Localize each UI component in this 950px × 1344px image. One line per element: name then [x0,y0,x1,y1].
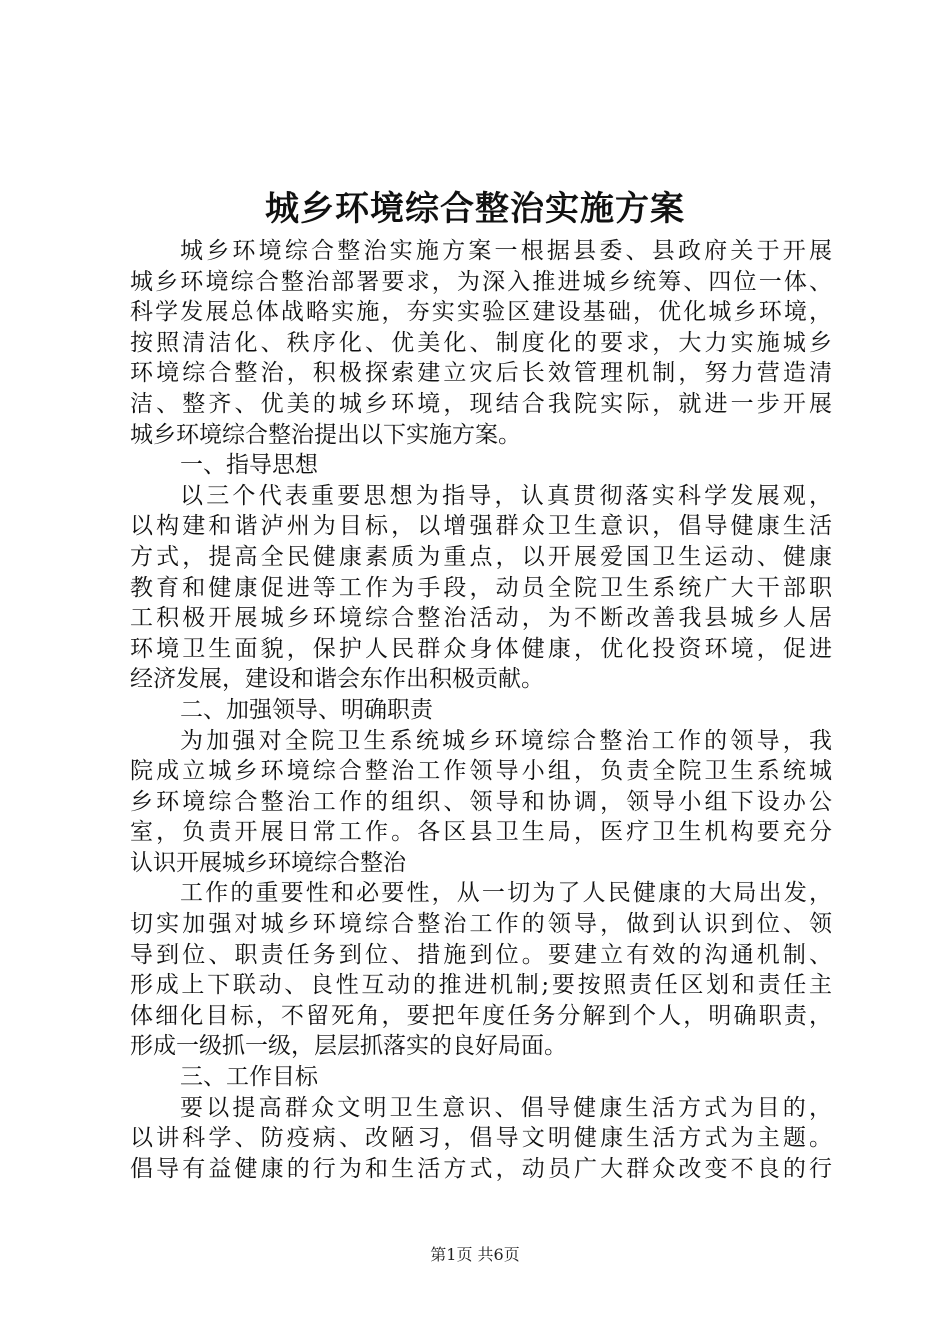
text-line: 工积极开展城乡环境综合整治活动，为不断改善我县城乡人居 [130,605,832,632]
text-line: 室，负责开展日常工作。各区县卫生局，医疗卫生机构要充分 [130,819,832,846]
text-line: 形成上下联动、良性互动的推进机制;要按照责任区划和责任主 [130,972,832,999]
text-line: 三、工作目标 [180,1064,318,1091]
text-line: 按照清洁化、秩序化、优美化、制度化的要求，大力实施城乡 [130,329,832,356]
text-line: 体细化目标，不留死角，要把年度任务分解到个人，明确职责， [130,1002,832,1029]
text-line: 城乡环境综合整治实施方案一根据县委、县政府关于开展 [180,238,832,264]
page-footer: 第1页 共6页 [430,1245,520,1264]
text-line: 倡导有益健康的行为和生活方式，动员广大群众改变不良的行 [130,1155,832,1182]
text-line: 科学发展总体战略实施，夯实实验区建设基础，优化城乡环境， [130,299,832,326]
text-line: 洁、整齐、优美的城乡环境，现结合我院实际，就进一步开展 [130,390,832,417]
text-line: 以讲科学、防疫病、改陋习，倡导文明健康生活方式为主题。 [130,1125,832,1152]
text-line: 经济发展，建设和谐会东作出积极贡献。 [130,666,544,693]
document-body [130,236,832,1184]
text-line: 工作的重要性和必要性，从一切为了人民健康的大局出发， [180,880,832,907]
text-line: 方式，提高全民健康素质为重点，以开展爱国卫生运动、健康 [130,543,832,570]
text-line: 认识开展城乡环境综合整治 [130,849,406,876]
text-line: 环境卫生面貌，保护人民群众身体健康，优化投资环境，促进 [130,635,832,662]
text-line: 城乡环境综合整治部署要求，为深入推进城乡统筹、四位一体、 [130,268,832,295]
text-line: 导到位、职责任务到位、措施到位。要建立有效的沟通机制、 [130,941,832,968]
text-line: 院成立城乡环境综合整治工作领导小组，负责全院卫生系统城 [130,758,832,785]
text-line: 以三个代表重要思想为指导，认真贯彻落实科学发展观， [180,482,832,509]
text-line: 二、加强领导、明确职责 [180,696,433,723]
text-line: 以构建和谐泸州为目标，以增强群众卫生意识，倡导健康生活 [130,513,832,540]
text-line: 形成一级抓一级，层层抓落实的良好局面。 [130,1033,567,1060]
text-line: 乡环境综合整治工作的组织、领导和协调，领导小组下设办公 [130,788,832,815]
text-line: 要以提高群众文明卫生意识、倡导健康生活方式为目的， [180,1094,832,1121]
text-line: 切实加强对城乡环境综合整治工作的领导，做到认识到位、领 [130,911,832,938]
text-line: 城乡环境综合整治提出以下实施方案。 [130,421,521,448]
text-line: 一、指导思想 [180,452,318,479]
text-line: 环境综合整治，积极探索建立灾后长效管理机制，努力营造清 [130,360,832,387]
text-line: 为加强对全院卫生系统城乡环境综合整治工作的领导，我 [180,727,832,754]
text-line: 教育和健康促进等工作为手段，动员全院卫生系统广大干部职 [130,574,832,601]
page-title: 城乡环境综合整治实施方案 [265,189,685,229]
